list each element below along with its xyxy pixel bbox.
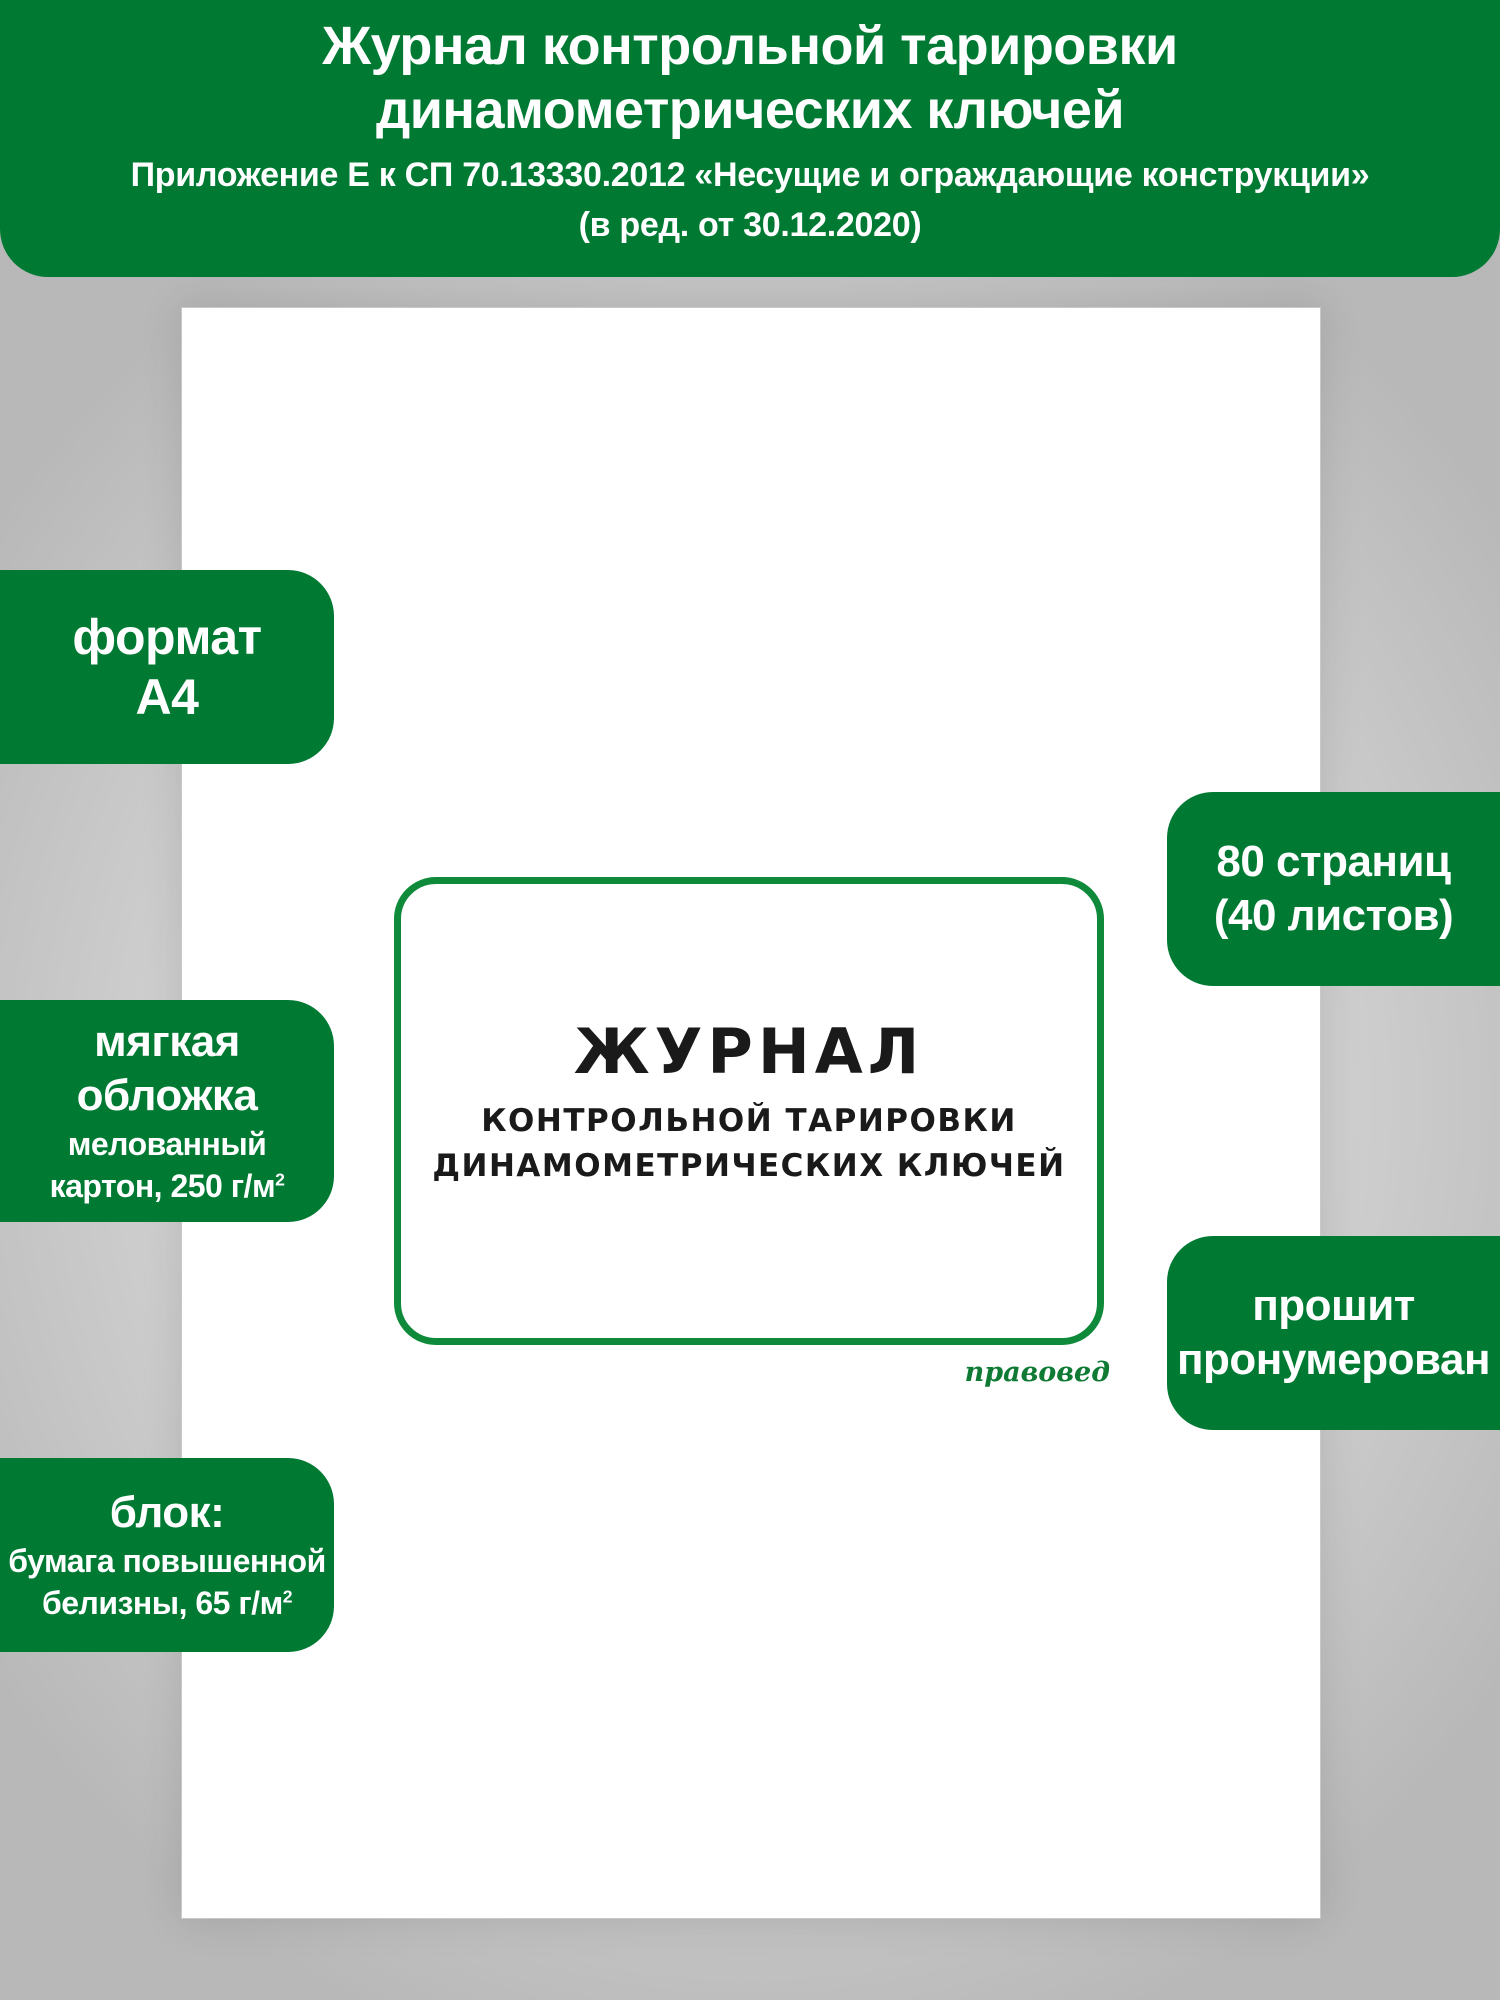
block-tag-line3-text: белизны, 65 г/м	[41, 1585, 283, 1621]
cover-subtitle-line2: ДИНАМОМЕТРИЧЕСКИХ КЛЮЧЕЙ	[432, 1148, 1066, 1184]
block-tag-line3	[42, 1582, 292, 1624]
block-tag-line2: бумага повышенной	[8, 1543, 326, 1579]
cover-subtitle-line1: КОНТРОЛЬНОЙ ТАРИРОВКИ	[481, 1103, 1017, 1139]
format-tag-line1: формат	[72, 609, 262, 665]
header-title-line2: динамометрических ключей	[375, 80, 1125, 140]
cover-type-tag	[0, 1000, 334, 1222]
cover-type-tag-line2: обложка	[76, 1071, 258, 1120]
format-tag	[0, 570, 334, 764]
cover-type-tag-line1: мягкая	[94, 1017, 240, 1066]
cover-type-tag-line4	[50, 1165, 285, 1207]
header-title	[0, 14, 1500, 142]
header-subtitle-line1: Приложение Е к СП 70.13330.2012 «Несущие и ограждающие конструкции»	[130, 156, 1370, 194]
block-tag-line3-sup: 2	[282, 1586, 293, 1607]
block-tag	[0, 1458, 334, 1652]
pages-tag-line2: (40 листов)	[1213, 891, 1454, 940]
header-title-line1: Журнал контрольной тарировки	[322, 16, 1178, 76]
pages-tag	[1167, 792, 1500, 986]
cover-type-tag-line4-text: картон, 250 г/м	[49, 1168, 276, 1204]
cover-main-title: ЖУРНАЛ	[573, 1015, 925, 1088]
header-banner	[0, 0, 1500, 277]
format-tag-line2: А4	[135, 669, 199, 725]
cover-type-tag-line3: мелованный	[67, 1126, 267, 1162]
binding-tag	[1167, 1236, 1500, 1430]
header-subtitle	[0, 150, 1500, 250]
cover-title-frame	[394, 877, 1104, 1345]
cover-subtitle	[401, 1099, 1097, 1189]
brand-logo: правовед	[964, 1357, 1110, 1388]
binding-tag-line2: пронумерован	[1176, 1335, 1491, 1384]
cover-type-tag-line4-sup: 2	[275, 1169, 285, 1190]
block-tag-line1: блок:	[109, 1488, 225, 1537]
pages-tag-line1: 80 страниц	[1216, 837, 1451, 886]
header-subtitle-line2: (в ред. от 30.12.2020)	[578, 206, 922, 244]
binding-tag-line1: прошит	[1252, 1281, 1415, 1330]
